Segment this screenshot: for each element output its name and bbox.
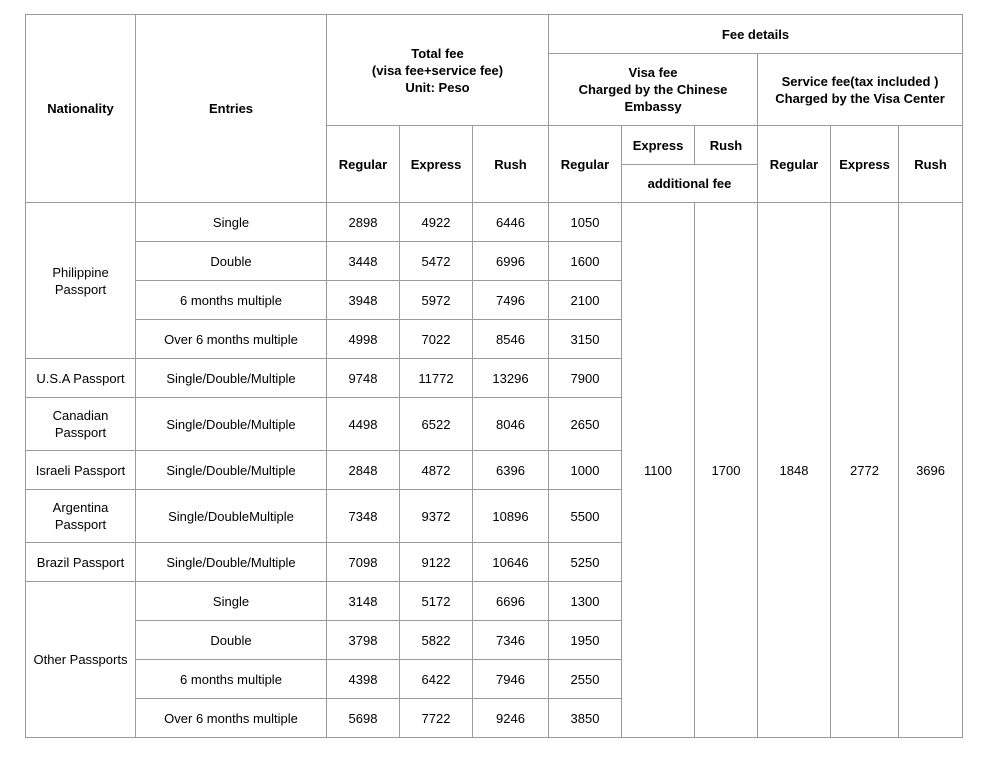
- total-regular-cell: 3948: [327, 281, 400, 320]
- service-express-cell: 2772: [831, 203, 899, 738]
- nationality-cell: U.S.A Passport: [26, 359, 136, 398]
- service-fee-line1: Service fee(tax included ): [781, 73, 939, 89]
- visa-regular-cell: 1300: [549, 582, 622, 621]
- header-visa-regular: Regular: [549, 126, 622, 203]
- entries-cell: Single: [136, 582, 327, 621]
- entries-cell: Single/DoubleMultiple: [136, 490, 327, 543]
- entries-cell: Double: [136, 621, 327, 660]
- service-rush-cell: 3696: [899, 203, 963, 738]
- visa-regular-cell: 1950: [549, 621, 622, 660]
- total-regular-cell: 4498: [327, 398, 400, 451]
- total-regular-cell: 3148: [327, 582, 400, 621]
- visa-regular-cell: 5500: [549, 490, 622, 543]
- total-rush-cell: 7946: [473, 660, 549, 699]
- total-rush-cell: 10896: [473, 490, 549, 543]
- total-regular-cell: 7098: [327, 543, 400, 582]
- total-rush-cell: 9246: [473, 699, 549, 738]
- entries-cell: 6 months multiple: [136, 281, 327, 320]
- visa-regular-cell: 2100: [549, 281, 622, 320]
- total-regular-cell: 2898: [327, 203, 400, 242]
- visa-rush-additional-cell: 1700: [695, 203, 758, 738]
- total-regular-cell: 3798: [327, 621, 400, 660]
- total-express-cell: 4872: [400, 451, 473, 490]
- total-rush-cell: 8546: [473, 320, 549, 359]
- header-service-express: Express: [831, 126, 899, 203]
- nationality-cell: Other Passports: [26, 582, 136, 738]
- total-rush-cell: 13296: [473, 359, 549, 398]
- total-fee-line2: (visa fee+service fee): [371, 62, 504, 78]
- entries-cell: Single/Double/Multiple: [136, 398, 327, 451]
- visa-regular-cell: 7900: [549, 359, 622, 398]
- visa-fee-line3: Embassy: [624, 99, 682, 114]
- header-entries: Entries: [136, 15, 327, 203]
- visa-express-additional-cell: 1100: [622, 203, 695, 738]
- header-nationality: Nationality: [26, 15, 136, 203]
- visa-regular-cell: 5250: [549, 543, 622, 582]
- total-express-cell: 9122: [400, 543, 473, 582]
- total-regular-cell: 5698: [327, 699, 400, 738]
- service-fee-line2: Charged by the Visa Center: [775, 90, 945, 106]
- total-express-cell: 5472: [400, 242, 473, 281]
- entries-cell: Single/Double/Multiple: [136, 543, 327, 582]
- total-regular-cell: 4398: [327, 660, 400, 699]
- total-rush-cell: 6996: [473, 242, 549, 281]
- total-regular-cell: 4998: [327, 320, 400, 359]
- visa-regular-cell: 2650: [549, 398, 622, 451]
- entries-cell: Double: [136, 242, 327, 281]
- table-row: [26, 203, 963, 242]
- total-rush-cell: 8046: [473, 398, 549, 451]
- total-express-cell: 7722: [400, 699, 473, 738]
- entries-cell: Single/Double/Multiple: [136, 451, 327, 490]
- visa-regular-cell: 2550: [549, 660, 622, 699]
- visa-regular-cell: 1600: [549, 242, 622, 281]
- header-service-rush: Rush: [899, 126, 963, 203]
- header-total-fee: [327, 15, 549, 126]
- total-rush-cell: 6446: [473, 203, 549, 242]
- visa-regular-cell: 3850: [549, 699, 622, 738]
- visa-regular-cell: 3150: [549, 320, 622, 359]
- service-regular-cell: 1848: [758, 203, 831, 738]
- header-visa-express: Express: [622, 126, 695, 165]
- total-regular-cell: 3448: [327, 242, 400, 281]
- total-fee-unit: Unit: Peso: [405, 79, 470, 95]
- visa-regular-cell: 1050: [549, 203, 622, 242]
- nationality-cell: Brazil Passport: [26, 543, 136, 582]
- header-total-regular: Regular: [327, 126, 400, 203]
- total-express-cell: 6422: [400, 660, 473, 699]
- nationality-cell: Philippine Passport: [26, 203, 136, 359]
- header-total-rush: Rush: [473, 126, 549, 203]
- header-service-regular: Regular: [758, 126, 831, 203]
- nationality-cell: Argentina Passport: [26, 490, 136, 543]
- total-express-cell: 5172: [400, 582, 473, 621]
- header-total-express: Express: [400, 126, 473, 203]
- nationality-cell: Israeli Passport: [26, 451, 136, 490]
- visa-regular-cell: 1000: [549, 451, 622, 490]
- header-visa-fee: [549, 54, 758, 126]
- header-service-fee: [758, 54, 963, 126]
- entries-cell: Single/Double/Multiple: [136, 359, 327, 398]
- total-rush-cell: 10646: [473, 543, 549, 582]
- nationality-cell: Canadian Passport: [26, 398, 136, 451]
- visa-fee-table: [25, 14, 963, 738]
- visa-fee-line1: Visa fee: [628, 65, 678, 80]
- total-express-cell: 4922: [400, 203, 473, 242]
- header-visa-rush: Rush: [695, 126, 758, 165]
- total-rush-cell: 7496: [473, 281, 549, 320]
- total-regular-cell: 2848: [327, 451, 400, 490]
- entries-cell: Over 6 months multiple: [136, 699, 327, 738]
- total-regular-cell: 7348: [327, 490, 400, 543]
- total-express-cell: 5822: [400, 621, 473, 660]
- total-express-cell: 6522: [400, 398, 473, 451]
- total-rush-cell: 6396: [473, 451, 549, 490]
- total-express-cell: 7022: [400, 320, 473, 359]
- total-express-cell: 5972: [400, 281, 473, 320]
- header-additional-fee: additional fee: [622, 165, 758, 203]
- entries-cell: Single: [136, 203, 327, 242]
- total-rush-cell: 6696: [473, 582, 549, 621]
- visa-fee-line2: Charged by the Chinese: [578, 82, 728, 97]
- total-rush-cell: 7346: [473, 621, 549, 660]
- total-regular-cell: 9748: [327, 359, 400, 398]
- header-fee-details: Fee details: [549, 15, 963, 54]
- total-express-cell: 9372: [400, 490, 473, 543]
- total-express-cell: 11772: [400, 359, 473, 398]
- entries-cell: 6 months multiple: [136, 660, 327, 699]
- total-fee-line1: Total fee: [411, 45, 464, 61]
- entries-cell: Over 6 months multiple: [136, 320, 327, 359]
